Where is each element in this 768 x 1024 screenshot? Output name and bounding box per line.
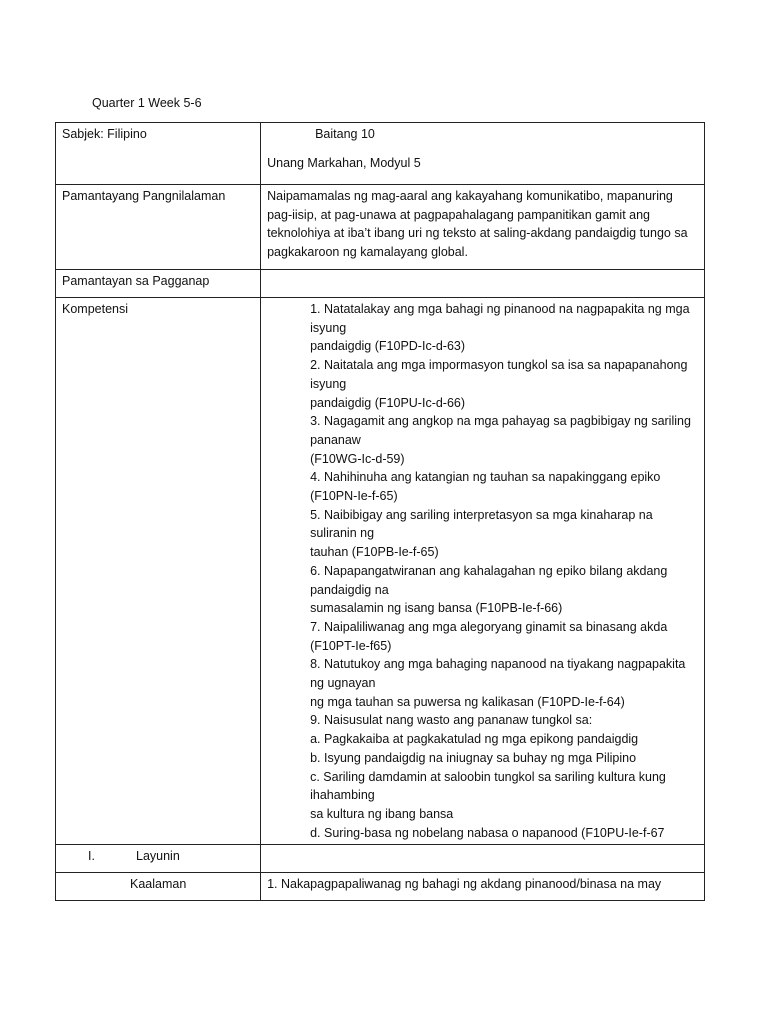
competency-line: sa kultura ng ibang bansa xyxy=(310,806,454,821)
competency-line: b. Isyung pandaigdig na iniugnay sa buhay ng mga Pilipino xyxy=(310,750,637,765)
performance-standard-text-cell xyxy=(261,270,705,298)
grade-label: Baitang 10 xyxy=(315,127,375,141)
competency-line: (F10PN-Ie-f-65) xyxy=(310,489,398,504)
competency-line: 2. Naitatala ang mga impormasyon tungkol sa isa sa napapanahong isyung xyxy=(310,358,688,391)
competency-line: c. Sariling damdamin at saloobin tungkol sa sariling kultura kung ihahambing xyxy=(310,769,666,803)
subject-row xyxy=(56,123,705,185)
competency-label-cell xyxy=(56,298,261,845)
content-standard-label-cell xyxy=(56,185,261,270)
competency-line: pandaigdig (F10PD-Ic-d-63) xyxy=(310,339,466,354)
knowledge-label: Kaalaman xyxy=(130,877,187,892)
competency-list-cell xyxy=(261,298,705,845)
competency-line: sumasalamin ng isang bansa (F10PB-Ie-f-66) xyxy=(310,601,563,616)
competency-row xyxy=(56,298,705,845)
objectives-label-cell xyxy=(56,845,261,873)
lesson-plan-table xyxy=(55,122,705,901)
objectives-text-cell xyxy=(261,845,705,873)
competency-line: 1. Natatalakay ang mga bahagi ng pinanood na nagpapakita ng mga isyung xyxy=(310,302,690,335)
competency-line: a. Pagkakaiba at pagkakatulad ng mga epikong pandaigdig xyxy=(310,732,639,747)
competency-line: 6. Napapangatwiranan ang kahalagahan ng epiko bilang akdang pandaigdig na xyxy=(310,563,668,597)
competency-line: ng mga tauhan sa puwersa ng kalikasan (F10PD-Ie-f-64) xyxy=(310,694,625,709)
module-label: Unang Markahan, Modyul 5 xyxy=(267,155,421,170)
objectives-row xyxy=(56,845,705,873)
content-standard-text-cell xyxy=(261,185,705,270)
competency-line: 9. Naisusulat nang wasto ang pananaw tungkol sa: xyxy=(310,713,593,728)
objectives-label: Layunin xyxy=(136,849,180,864)
knowledge-row xyxy=(56,873,705,901)
performance-standard-row xyxy=(56,270,705,298)
grade-module-cell xyxy=(261,123,705,185)
subject-label: Sabjek: Filipino xyxy=(62,127,147,141)
performance-standard-label: Pamantayan sa Pagganap xyxy=(62,274,210,288)
competency-line: 5. Naibibigay ang sariling interpretasyon sa mga kinaharap na suliranin ng xyxy=(310,507,653,541)
competency-line: 7. Naipaliliwanag ang mga alegoryang ginamit sa binasang akda xyxy=(310,619,668,634)
content-standard-row xyxy=(56,185,705,270)
competency-line: tauhan (F10PB-Ie-f-65) xyxy=(310,545,439,560)
competency-list xyxy=(267,300,698,842)
competency-line: (F10PT-Ie-f65) xyxy=(310,638,392,653)
competency-line: pandaigdig (F10PU-Ic-d-66) xyxy=(310,395,466,410)
competency-line: 3. Nagagamit ang angkop na mga pahayag sa pagbibigay ng sariling pananaw xyxy=(310,414,691,447)
competency-line: 4. Nahihinuha ang katangian ng tauhan sa napakinggang epiko xyxy=(310,470,661,485)
quarter-week-header: Quarter 1 Week 5-6 xyxy=(92,96,202,110)
content-standard-label: Pamantayang Pangnilalaman xyxy=(62,189,226,203)
competency-line: 8. Natutukoy ang mga bahaging napanood na tiyakang nagpapakita ng ugnayan xyxy=(310,657,686,691)
performance-standard-label-cell xyxy=(56,270,261,298)
objectives-numeral: I. xyxy=(88,849,95,864)
knowledge-text: 1. Nakapagpapaliwanag ng bahagi ng akdang pinanood/binasa na may xyxy=(267,877,662,892)
competency-line: d. Suring-basa ng nobelang nabasa o napanood (F10PU-Ie-f-67 xyxy=(310,825,665,840)
content-standard-text: Naipamamalas ng mag-aaral ang kakayahang komunikatibo, mapanuring pag-iisip, at pag-unawa at pagpapahalagang pampanitikan gamit ang teknolohiya at iba’t ibang uri ng teksto at saling-akdang pandaigdig tungo sa pagkakaroon ng kamalayang global. xyxy=(267,189,688,260)
knowledge-label-cell xyxy=(56,873,261,901)
knowledge-text-cell xyxy=(261,873,705,901)
subject-cell xyxy=(56,123,261,185)
competency-label: Kompetensi xyxy=(62,302,129,316)
competency-line: (F10WG-Ic-d-59) xyxy=(310,451,405,466)
